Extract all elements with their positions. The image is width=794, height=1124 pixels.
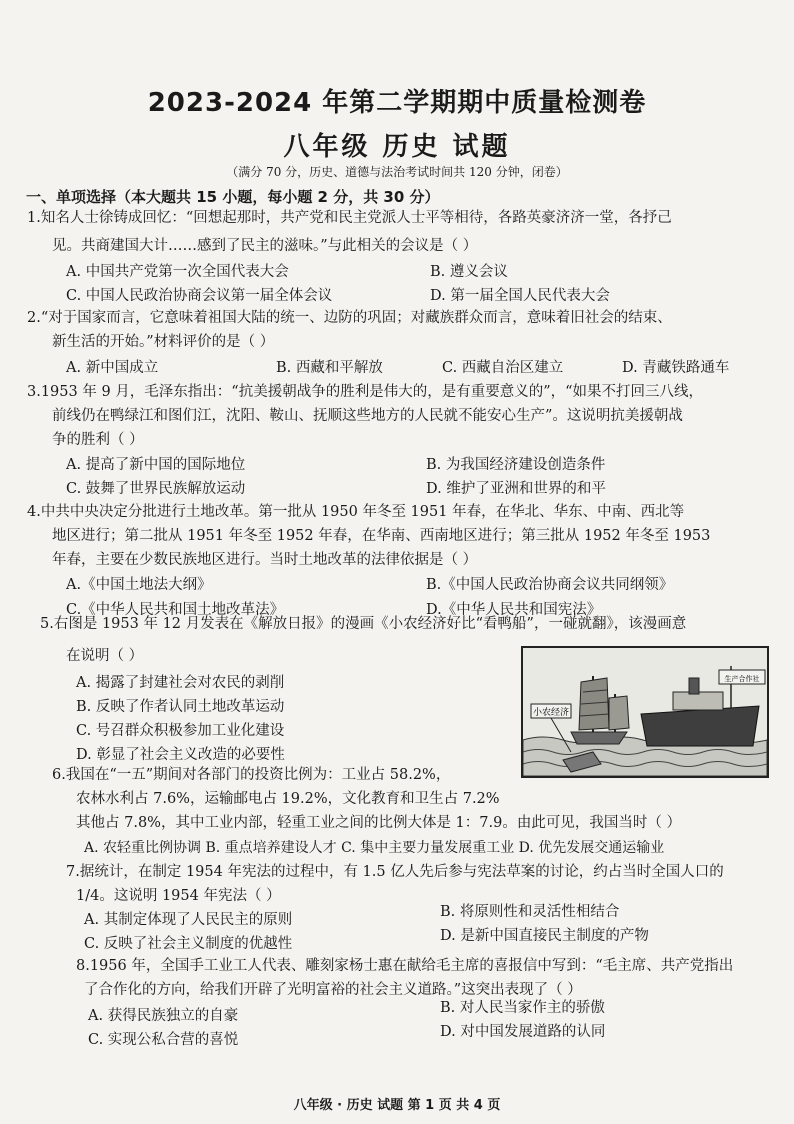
question-1-line-2: 见。共商建国大计……感到了民主的滋味。”与此相关的会议是（ ） [52,238,478,254]
question-1-line-1: 1.知名人士徐铸成回忆：“回想起那时，共产党和民主党派人士平等相待，各路英豪济济一堂，各抒己 [27,210,672,226]
question-3-line-1: 3.1953 年 9 月，毛泽东指出：“抗美援朝战争的胜利是伟大的，是有重要意义的”，“如果不打回三八线， [27,384,704,400]
q8-option-c: C. 实现公私合营的喜悦 [88,1032,239,1048]
q2-option-d: D. 青藏铁路通车 [622,360,730,376]
cartoon-drawing [523,648,767,776]
q8-option-b: B. 对人民当家作主的骄傲 [440,1000,605,1016]
question-2-line-2: 新生活的开始。”材料评价的是（ ） [52,334,275,350]
question-4-line-1: 4.中共中央决定分批进行土地改革。第一批从 1950 年冬至 1951 年春，在华北、华东、中南、西北等 [27,504,685,520]
q5-option-c: C. 号召群众积极参加工业化建设 [76,723,285,739]
q3-option-a: A. 提高了新中国的国际地位 [66,457,246,473]
section-heading: 一、单项选择（本大题共 15 小题，每小题 2 分，共 30 分） [26,188,440,206]
q4-option-b: B.《中国人民政治协商会议共同纲领》 [426,577,674,593]
exam-note: （满分 70 分，历史、道德与法治考试时间共 120 分钟，闭卷） [226,165,568,179]
q6-options: A. 农轻重比例协调 B. 重点培养建设人才 C. 集中主要力量发展重工业 D. 优先发展交通运输业 [84,840,665,856]
question-8-line-1: 8.1956 年，全国手工业工人代表、雕刻家杨士惠在献给毛主席的喜报信中写到：“毛主席、共产党指出 [76,958,734,974]
page-footer: 八年级 · 历史 试题 第 1 页 共 4 页 [293,1098,501,1113]
q3-option-b: B. 为我国经济建设创造条件 [426,457,606,473]
q5-option-d: D. 彰显了社会主义改造的必要性 [76,747,285,763]
question-4-line-3: 年春，主要在少数民族地区进行。当时土地改革的法律依据是（ ） [52,552,478,568]
question-7-line-1: 7.据统计，在制定 1954 年宪法的过程中，有 1.5 亿人先后参与宪法草案的讨论，约占当时全国人口的 [66,864,724,880]
question-4-line-2: 地区进行；第二批从 1951 年冬至 1952 年春，在华南、西南地区进行；第三批从 1952 年冬至 1953 [52,528,711,544]
question-6-line-2: 农林水利占 7.6%，运输邮电占 19.2%，文化教育和卫生占 7.2% [76,791,500,807]
exam-title: 2023-2024 年第二学期期中质量检测卷 [147,88,647,118]
question-2-line-1: 2.“对于国家而言，它意味着祖国大陆的统一、边防的巩固；对藏族群众而言，意味着旧社会的结束、 [27,310,672,326]
q7-option-b: B. 将原则性和灵活性相结合 [440,904,620,920]
question-5-line-1: 5.右图是 1953 年 12 月发表在《解放日报》的漫画《小农经济好比“看鸭船”，一碰就翻》，该漫画意 [40,616,687,632]
q2-option-b: B. 西藏和平解放 [276,360,383,376]
cartoon-label-right: 生产合作社 [724,675,760,683]
q1-option-c: C. 中国人民政治协商会议第一届全体会议 [66,288,333,304]
q7-option-a: A. 其制定体现了人民民主的原则 [84,912,293,928]
q4-option-a: A.《中国土地法大纲》 [66,577,212,593]
question-7-line-2: 1/4。这说明 1954 年宪法（ ） [76,888,281,904]
q1-option-a: A. 中国共产党第一次全国代表大会 [66,264,289,280]
q5-option-b: B. 反映了作者认同土地改革运动 [76,699,285,715]
question-5-line-2: 在说明（ ） [66,648,144,664]
q7-option-d: D. 是新中国直接民主制度的产物 [440,928,649,944]
q1-option-d: D. 第一届全国人民代表大会 [430,288,610,304]
q7-option-c: C. 反映了社会主义制度的优越性 [84,936,293,952]
q1-option-b: B. 遵义会议 [430,264,508,280]
q8-option-a: A. 获得民族独立的自豪 [88,1008,239,1024]
q2-option-c: C. 西藏自治区建立 [442,360,564,376]
cartoon-image [521,646,769,778]
question-3-line-2: 前线仍在鸭绿江和图们江，沈阳、鞍山、抚顺这些地方的人民就不能安心生产”。这说明抗美援朝战 [52,408,683,424]
q3-option-c: C. 鼓舞了世界民族解放运动 [66,481,246,497]
q4-option-d: D.《中华人民共和国宪法》 [426,602,602,618]
q2-option-a: A. 新中国成立 [66,360,159,376]
question-6-line-1: 6.我国在“一五”期间对各部门的投资比例为：工业占 58.2%， [52,767,451,783]
q5-option-a: A. 揭露了封建社会对农民的剥削 [76,675,285,691]
cartoon-label-left: 小农经济 [532,708,570,718]
q4-option-c: C.《中华人民共和国土地改革法》 [66,602,285,618]
question-8-line-2: 了合作化的方向，给我们开辟了光明富裕的社会主义道路。”这突出表现了（ ） [84,982,582,998]
q3-option-d: D. 维护了亚洲和世界的和平 [426,481,606,497]
exam-subtitle: 八年级 历史 试题 [283,132,511,162]
q8-option-d: D. 对中国发展道路的认同 [440,1024,606,1040]
question-3-line-3: 争的胜利（ ） [52,432,144,448]
question-6-line-3: 其他占 7.8%，其中工业内部，轻重工业之间的比例大体是 1：7.9。由此可见，我国当时（ ） [76,815,681,831]
